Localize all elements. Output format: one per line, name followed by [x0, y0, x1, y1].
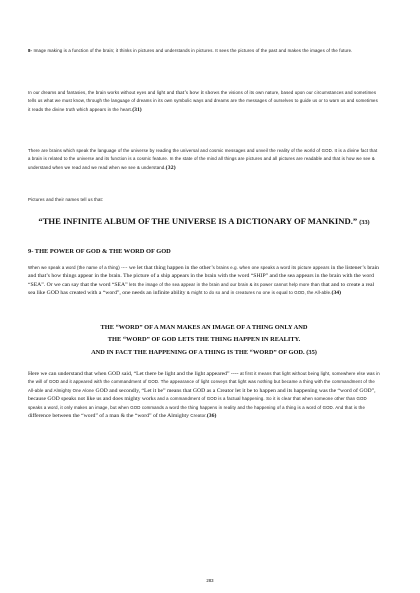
paragraph-brains — [28, 147, 380, 172]
last-text-e: difference between the “word” of a man & the “word” of the Almighty — [28, 413, 189, 420]
dreams-text-c: the visions of its own nature, based upon our circumstances and sometimes tells us what we must know, through the language of dreams in its own symbolic ways and dreams are the messages of ourselves to guide us or to warn us and sometimes it reads the divine truth which appears in the heart. — [28, 90, 378, 112]
paragraph-last — [28, 370, 380, 420]
p9-text-a: When we speak a word (the name of a thing) ---- — [28, 265, 128, 270]
p9-text-f: that and to create a real sea like GOD has created with a “word”, one needs an infinite ability — [28, 281, 375, 297]
last-text-f: Creator. — [190, 413, 207, 419]
paragraph-pictures: Pictures and their names tell us that: — [28, 197, 104, 202]
reference-34: (34) — [331, 290, 342, 297]
last-text-b: at first it means that light without being light, somewhere else was in the will of GOD and it appeared with the commandment of GOD. The appearance of light conveys that light was nothing but became a thing with the commandment of the All-able and Almighty One Alone — [28, 371, 380, 393]
p9-text-b: we let that thing happen in the other’s — [128, 265, 215, 271]
last-text-d: and a commandment of GOD is a factual happening. So it is clear that when someone other than GOD speaks a word, it only makes an image, but when GOD commands a word the thing happens in reality and the happening of a thing is a word of GOD. And that is the — [28, 396, 367, 410]
item-number: 8- — [28, 48, 33, 53]
quote-infinite-album — [28, 216, 380, 228]
dreams-text-b: that’s how it shows — [175, 90, 220, 96]
p9-text-g: & might to do so and in creatures no one is equal to GOD, the All-able. — [186, 290, 332, 296]
last-text-a: Here we can understand that when GOD said, “Let there be light and the light appeared” ---- — [28, 371, 239, 377]
p9-text-d: in the listener’s brain and that’s how things appear in the brain. The picture of a ship appears in the brain with the word “SHIP” and the sea appears in the brain with the word “SEA”. Or we can say that the word “SEA” — [28, 265, 380, 288]
paragraph-dreams — [28, 89, 380, 114]
paragraph-8 — [28, 47, 380, 55]
reference-32: (32) — [165, 164, 176, 171]
page-number: 283 — [206, 578, 214, 583]
dreams-text-a: In our dreams and fantasies, the brain works without eyes and light and — [28, 90, 175, 95]
brains-text: There are brains which speak the language of the universe by reading the universal and cosmic messages and unveil the reality of the world of GOD. It is a divine fact that a brain is related to the universe and its function is a cosmic feature. In the state of the mind all things are pictures and all pictures are readable and that is how we see & understand when we read and we read when we see & understand. — [28, 148, 378, 170]
heading-9: 9- THE POWER OF GOD & THE WORD OF GOD — [28, 248, 171, 255]
quote-text: “THE INFINITE ALBUM OF THE UNIVERSE IS A DICTIONARY OF MANKIND.” — [38, 216, 358, 226]
last-text-c: GOD and secondly, “Let it be” means that GOD as a Creator let it be to happen and its happening was the “word of GOD”, because GOD speaks not like us and does mighty works — [28, 387, 376, 403]
reference-31: (31) — [132, 106, 142, 113]
caps-statement — [28, 324, 380, 357]
reference-36: (36) — [206, 413, 217, 420]
caps-line-3 — [28, 349, 380, 357]
paragraph-8-text: Image making is a function of the brain; it thinks in pictures and understands in pictures. It sees the pictures of the past and makes the images of the future. — [33, 48, 353, 53]
caps-line-3-text: AND IN FACT THE HAPPENING OF A THING IS THE “WORD” OF GOD. — [91, 348, 305, 356]
p9-text-c: brains e.g. when one speaks a word its picture appears — [216, 265, 330, 270]
caps-line-1: THE “WORD” OF A MAN MAKES AN IMAGE OF A THING ONLY AND — [100, 324, 308, 331]
paragraph-9 — [28, 264, 380, 298]
reference-35: (35) — [306, 348, 317, 356]
reference-33: (33) — [359, 219, 370, 226]
p9-text-e: lets the image of the sea appear in the brain and our brain & its power cannot help more than — [129, 281, 320, 287]
caps-line-2: THE “WORD” OF GOD LETS THE THING HAPPEN IN REALITY. — [107, 336, 301, 344]
